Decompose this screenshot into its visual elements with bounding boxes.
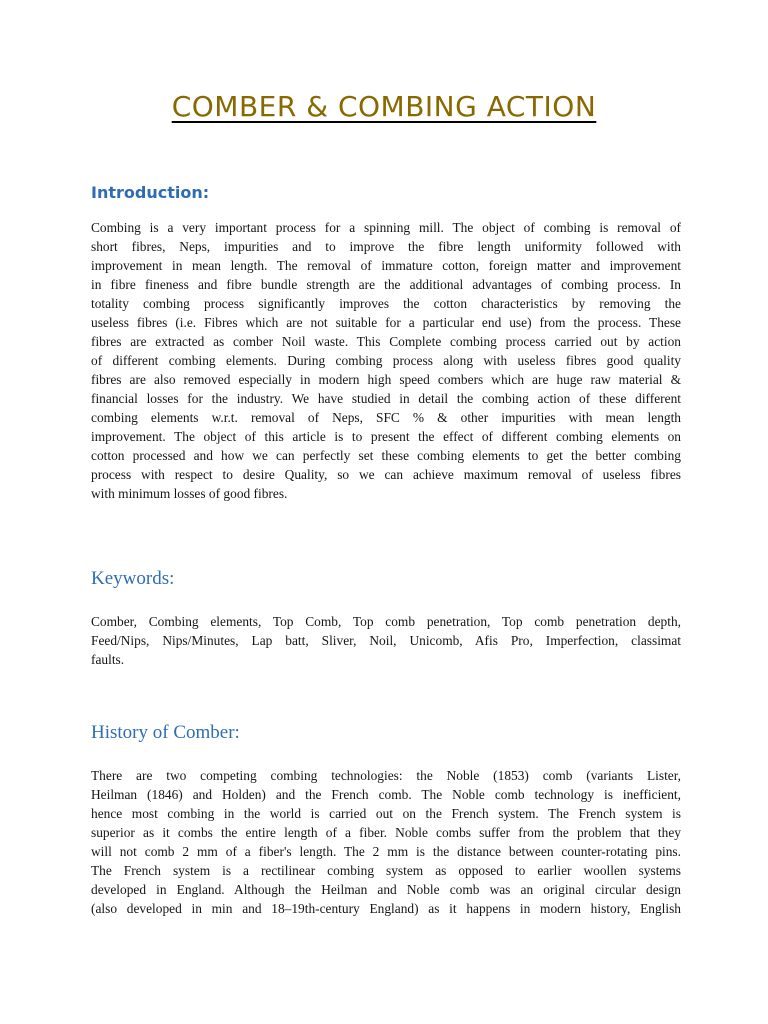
paragraph-line: Feed/Nips, Nips/Minutes, Lap batt, Sliver, Noil, Unicomb, Afis Pro, Imperfection, classimat: [91, 633, 681, 648]
introduction-heading: Introduction:: [91, 183, 210, 202]
document-title: COMBER & COMBING ACTION: [171, 90, 597, 123]
paragraph-line: faults.: [91, 652, 125, 667]
history-paragraph: [91, 766, 681, 918]
paragraph-line: The French system is a rectilinear combing system as opposed to earlier woollen systems: [91, 863, 681, 878]
paragraph-line: short fibres, Neps, impurities and to improve the fibre length uniformity followed with: [91, 239, 681, 254]
paragraph-line: will not comb 2 mm of a fiber's length. The 2 mm is the distance between counter-rotating pins.: [91, 844, 681, 859]
paragraph-line: useless fibres (i.e. Fibres which are not suitable for a particular end use) from the process. These: [91, 315, 681, 330]
paragraph-line: cotton processed and how we can perfectly set these combing elements to get the better combing: [91, 448, 681, 463]
history-heading: History of Comber:: [91, 722, 240, 743]
paragraph-line: hence most combing in the world is carried out on the French system. The French system is: [91, 806, 681, 821]
paragraph-line: process with respect to desire Quality, so we can achieve maximum removal of useless fibres: [91, 467, 681, 482]
paragraph-line: fibres are extracted as comber Noil waste. This Complete combing process carried out by action: [91, 334, 681, 349]
paragraph-line: fibres are also removed especially in modern high speed combers which are huge raw material &: [91, 372, 681, 387]
paragraph-line: with minimum losses of good fibres.: [91, 486, 288, 501]
paragraph-line: superior as it combs the entire length of a fiber. Noble combs suffer from the problem that they: [91, 825, 681, 840]
paragraph-line: (also developed in min and 18–19th-century England) as it happens in modern history, English: [91, 901, 681, 916]
paragraph-line: Combing is a very important process for a spinning mill. The object of combing is removal of: [91, 220, 681, 235]
paragraph-line: Heilman (1846) and Holden) and the French comb. The Noble comb technology is inefficient,: [91, 787, 681, 802]
paragraph-line: totality combing process significantly improves the cotton characteristics by removing the: [91, 296, 681, 311]
paragraph-line: in fibre fineness and fibre bundle strength are the additional advantages of combing process. In: [91, 277, 681, 292]
paragraph-line: improvement. The object of this article is to present the effect of different combing elements on: [91, 429, 681, 444]
paragraph-line: Comber, Combing elements, Top Comb, Top comb penetration, Top comb penetration depth,: [91, 614, 681, 629]
paragraph-line: financial losses for the industry. We have studied in detail the combing action of these different: [91, 391, 681, 406]
keywords-paragraph: [91, 612, 681, 669]
paragraph-line: improvement in mean length. The removal of immature cotton, foreign matter and improvement: [91, 258, 681, 273]
paragraph-line: of different combing elements. During combing process along with useless fibres good quality: [91, 353, 681, 368]
paragraph-line: combing elements w.r.t. removal of Neps, SFC % & other impurities with mean length: [91, 410, 681, 425]
paragraph-line: There are two competing combing technologies: the Noble (1853) comb (variants Lister,: [91, 768, 681, 783]
paragraph-line: developed in England. Although the Heilman and Noble comb was an original circular design: [91, 882, 681, 897]
keywords-heading: Keywords:: [91, 568, 175, 589]
introduction-paragraph: [91, 218, 681, 503]
